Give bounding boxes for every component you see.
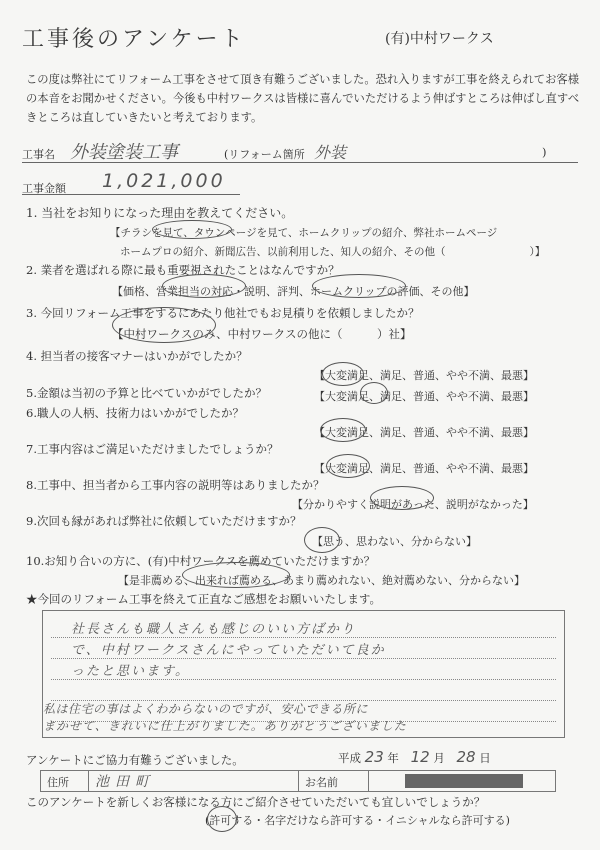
comment-line: で、中村ワークスさんにやっていただいて良か [71,643,386,658]
question-4-options[interactable]: 【大変満足、満足、普通、やや不満、最悪】 [314,369,534,382]
intro-text: この度は弊社にてリフォーム工事をさせて頂き有難うございました。恐れ入りますが工事を終えられてお客様の本音をお聞かせください。今後も中村ワークスは皆様に喜んでいただけるよう伸ばすところは伸ばし直すべきところは直していきたいと考えております。 [26,73,580,124]
date-year[interactable]: 23 [364,748,384,766]
address-label: 住所 [41,771,89,791]
permission-question: このアンケートを新しくお客様になる方にご紹介させていただいても宜しいでしょうか？ [26,795,486,809]
question-4: 4. 担当者の接客マナーはいかがでしたか？ [26,349,248,363]
comment-rule [51,658,556,659]
question-5-options[interactable]: 【大変満足、満足、普通、やや不満、最悪】 [314,390,534,403]
question-6-options[interactable]: 【大変満足、満足、普通、やや不満、最悪】 [314,426,534,439]
name-label: お名前 [299,771,369,791]
date-month-unit: 月 [433,751,445,765]
selection-circle-q3 [112,307,216,343]
date-day-unit: 日 [479,751,491,765]
question-8: 8.工事中、担当者から工事内容の説明等はありましたか？ [26,478,325,492]
selection-circle-q10 [182,562,290,588]
location-label: (リフォーム箇所 [224,148,305,161]
comment-line: まかせて、きれいに仕上がりました。ありがとうございました [43,719,407,733]
location-value[interactable]: 外装 [314,143,347,162]
comment-line: 私は住宅の事はよくわからないのですが、安心できる所に [43,702,369,716]
comments-prompt: ★今回のリフォーム工事を終えて正直なご感想をお願いいたします。 [26,592,382,606]
company-name: (有)中村ワークス [385,31,494,47]
question-3: 3. 今回リフォーム工事をするにあたり他社でもお見積りを依頼しましたか？ [26,306,420,320]
selection-circle-q1 [152,220,232,239]
redacted-name [405,774,523,788]
page-title: 工事後のアンケート [22,27,246,52]
question-7-options[interactable]: 【大変満足、満足、普通、やや不満、最悪】 [314,462,534,475]
date-day[interactable]: 28 [456,748,476,766]
question-5: 5.金額は当初の予算と比べていかがでしたか？ [26,386,267,400]
selection-circle-q2a [162,274,246,298]
selection-circle-q7 [326,454,370,478]
question-1-options-line2[interactable]: ホームプロの紹介、新聞広告、以前利用した、知人の紹介、その他（ ）】 [120,246,546,258]
question-10-options[interactable]: 【是非薦める、出来れば薦める、あまり薦めれない、絶対薦めない、分からない】 [118,574,525,587]
question-1: 1. 当社をお知りになった理由を教えてください。 [26,206,294,220]
selection-circle-q8 [370,486,434,510]
question-8-options[interactable]: 【分かりやすく説明があった、説明がなかった】 [292,498,534,511]
question-7: 7.工事内容はご満足いただけましたでしょうか？ [26,442,279,456]
thanks-text: アンケートにご協力有難うございました。 [26,753,244,767]
comment-line: 社長さんも職人さんも感じのいい方ばかり [71,622,357,637]
comment-rule [51,679,556,680]
date-era: 平成 [338,751,361,765]
selection-circle-q4 [322,362,364,386]
comment-line: ったと思います。 [71,664,190,679]
question-1-options-line1[interactable]: 【チラシを見て、タウンページを見て、ホームクリップの紹介、弊社ホームページ [110,227,498,239]
date-row [338,748,491,766]
question-2-options[interactable]: 【価格、営業担当の対応・説明、評判、ホームクリップの評価、その他】 [112,285,475,298]
work-name-value[interactable]: 外装塗装工事 [70,142,178,163]
selection-circle-q2b [312,274,406,298]
address-value[interactable]: 池田町 [89,771,299,791]
comments-box[interactable] [42,610,565,738]
date-year-unit: 年 [387,751,399,765]
work-name-row [22,140,578,163]
question-9-options[interactable]: 【思う、思わない、分からない】 [312,535,477,548]
selection-circle-q5 [360,382,388,404]
selection-circle-q9 [304,527,340,553]
location-close: ) [542,145,547,159]
selection-circle-permission [207,806,237,832]
comment-rule [51,637,556,638]
question-10: 10.お知り合いの方に、(有)中村ワークスを薦めていただけますか？ [26,554,376,568]
selection-circle-q6 [320,418,366,442]
permission-options[interactable]: (許可する・名字だけなら許可する・イニシャルなら許可する) [205,814,510,827]
work-amount-row [22,172,240,195]
question-2: 2. 業者を選ばれる際に最も重要視されたことはなんですか？ [26,263,340,277]
amount-value[interactable]: 1,021,000 [102,170,226,192]
question-3-options[interactable]: 【中村ワークスのみ、中村ワークスの他に（ ）社】 [112,327,412,341]
amount-label: 工事金額 [22,182,66,195]
question-9: 9.次回も縁があれば弊社に依頼していただけますか？ [26,514,302,528]
work-name-label: 工事名 [22,148,55,161]
question-6: 6.職人の人柄、技術力はいかがでしたか？ [26,406,244,420]
date-month[interactable]: 12 [410,748,430,766]
